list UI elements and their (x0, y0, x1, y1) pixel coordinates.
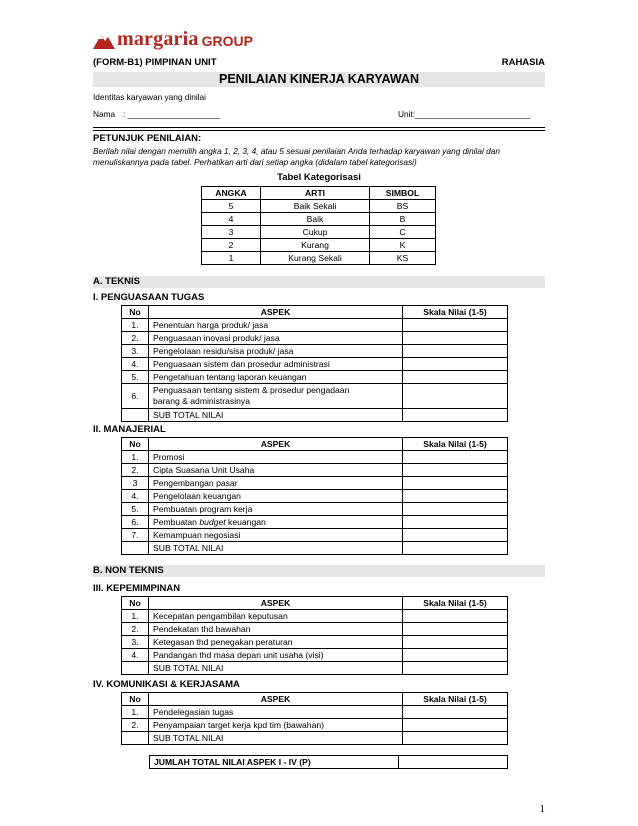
kat-cell: Baik (261, 213, 370, 226)
subtotal-input[interactable] (403, 409, 508, 422)
row-aspek-pre: Pembuatan (153, 517, 200, 527)
score-input[interactable] (403, 503, 508, 516)
table-row (122, 636, 508, 649)
table-row (202, 200, 436, 213)
row-aspek (149, 384, 403, 409)
score-input[interactable] (403, 706, 508, 719)
jumlah-input[interactable] (399, 756, 508, 769)
score-input[interactable] (403, 623, 508, 636)
score-input[interactable] (403, 464, 508, 477)
row-no: 2. (122, 719, 149, 732)
mountain-logo-icon (93, 31, 115, 49)
table-row (122, 451, 508, 464)
subtotal-label: SUB TOTAL NILAI (149, 409, 403, 422)
row-aspek-line2: barang & administrasinya (153, 396, 250, 406)
form-header (93, 57, 545, 68)
row-no: 2. (122, 464, 149, 477)
subtotal-input[interactable] (403, 732, 508, 745)
row-aspek: Penguasaan inovasi produk/ jasa (149, 332, 403, 345)
table-row (122, 490, 508, 503)
nama-field[interactable] (93, 109, 220, 119)
jumlah-label: JUMLAH TOTAL NILAI ASPEK I - IV (P) (150, 756, 399, 769)
kat-header-arti: ARTI (261, 187, 370, 200)
row-aspek: Promosi (149, 451, 403, 464)
row-aspek: Ketegasan thd penegakan peraturan (149, 636, 403, 649)
table-row (122, 649, 508, 662)
nama-value: : ____________________ (123, 109, 220, 119)
col-no: No (122, 438, 149, 451)
table-row (122, 358, 508, 371)
subtotal-row (122, 409, 508, 422)
col-no: No (122, 597, 149, 610)
row-no: 1. (122, 319, 149, 332)
group4-table (121, 692, 508, 745)
row-aspek-line1: Penguasaan tentang sistem & prosedur pengadaan (153, 385, 350, 395)
group2-title: II. MANAJERIAL (93, 424, 166, 435)
row-no: 6. (122, 384, 149, 409)
table-row (122, 332, 508, 345)
subtotal-row (122, 542, 508, 555)
row-aspek: Penyampaian target kerja kpd tim (bawahan) (149, 719, 403, 732)
table-row (202, 213, 436, 226)
empty-cell (122, 409, 149, 422)
row-no: 1. (122, 706, 149, 719)
kat-cell: C (370, 226, 436, 239)
kategorisasi-table (201, 186, 436, 265)
company-logo (93, 28, 253, 51)
kat-cell: B (370, 213, 436, 226)
group3-title: III. KEPEMIMPINAN (93, 583, 181, 594)
row-no: 4. (122, 490, 149, 503)
kat-cell: Kurang Sekali (261, 252, 370, 265)
row-no: 4. (122, 649, 149, 662)
table-row (202, 226, 436, 239)
col-skala: Skala Nilai (1-5) (403, 597, 508, 610)
col-skala: Skala Nilai (1-5) (403, 693, 508, 706)
row-aspek: Pandangan thd masa depan unit usaha (visi) (149, 649, 403, 662)
group1-title: I. PENGUASAAN TUGAS (93, 292, 205, 303)
row-aspek: Penentuan harga produk/ jasa (149, 319, 403, 332)
row-no: 1. (122, 451, 149, 464)
subtotal-label: SUB TOTAL NILAI (149, 542, 403, 555)
row-aspek: Kemampuan negosiasi (149, 529, 403, 542)
row-aspek (149, 516, 403, 529)
row-no: 3. (122, 345, 149, 358)
group4-title: IV. KOMUNIKASI & KERJASAMA (93, 679, 240, 690)
score-input[interactable] (403, 345, 508, 358)
score-input[interactable] (403, 451, 508, 464)
kat-header-simbol: SIMBOL (370, 187, 436, 200)
table-row (122, 503, 508, 516)
row-no: 3. (122, 636, 149, 649)
subtotal-label: SUB TOTAL NILAI (149, 732, 403, 745)
kat-cell: K (370, 239, 436, 252)
col-skala: Skala Nilai (1-5) (403, 438, 508, 451)
page-number: 1 (539, 803, 545, 815)
score-input[interactable] (403, 529, 508, 542)
col-aspek: ASPEK (149, 693, 403, 706)
jumlah-table (149, 755, 508, 769)
table-row (122, 384, 508, 409)
row-aspek: Cipta Suasana Unit Usaha (149, 464, 403, 477)
row-aspek: Pendelegasian tugas (149, 706, 403, 719)
form-code: (FORM-B1) PIMPINAN UNIT (93, 57, 217, 68)
kat-cell: BS (370, 200, 436, 213)
score-input[interactable] (403, 719, 508, 732)
row-no: 2. (122, 623, 149, 636)
score-input[interactable] (403, 516, 508, 529)
col-aspek: ASPEK (149, 597, 403, 610)
table-row (122, 706, 508, 719)
kat-cell: Cukup (261, 226, 370, 239)
table-row (122, 371, 508, 384)
section-a-bar: A. TEKNIS (93, 276, 545, 288)
empty-cell (122, 732, 149, 745)
row-aspek: Pengelolaan keuangan (149, 490, 403, 503)
score-input[interactable] (403, 332, 508, 345)
kat-cell: Baik Sekali (261, 200, 370, 213)
petunjuk-heading: PETUNJUK PENILAIAN: (93, 133, 202, 144)
row-no: 7. (122, 529, 149, 542)
col-aspek: ASPEK (149, 306, 403, 319)
kat-cell: KS (370, 252, 436, 265)
kat-cell: Kurang (261, 239, 370, 252)
row-aspek: Pengetahuan tentang laporan keuangan (149, 371, 403, 384)
row-no: 5. (122, 371, 149, 384)
score-input[interactable] (403, 490, 508, 503)
kat-cell: 4 (202, 213, 261, 226)
table-row (202, 239, 436, 252)
score-input[interactable] (403, 358, 508, 371)
kat-cell: 1 (202, 252, 261, 265)
table-row (122, 610, 508, 623)
row-aspek-italic: budget (199, 517, 226, 527)
table-row (122, 477, 508, 490)
subtotal-row (122, 662, 508, 675)
score-input[interactable] (403, 319, 508, 332)
score-input[interactable] (403, 649, 508, 662)
classification-label: RAHASIA (501, 57, 545, 68)
score-input[interactable] (403, 384, 508, 409)
kat-cell: 2 (202, 239, 261, 252)
group3-table (121, 596, 508, 675)
kat-cell: 5 (202, 200, 261, 213)
row-aspek: Pengelolaan residu/sisa produk/ jasa (149, 345, 403, 358)
group1-table (121, 305, 508, 422)
jumlah-row (150, 756, 508, 769)
table-row (202, 252, 436, 265)
empty-cell (122, 662, 149, 675)
row-no: 1. (122, 610, 149, 623)
table-row (122, 345, 508, 358)
row-aspek: Kecepatan pengambilan keputusan (149, 610, 403, 623)
table-row (122, 623, 508, 636)
row-aspek: Pendekatan thd bawahan (149, 623, 403, 636)
kat-cell: 3 (202, 226, 261, 239)
section-b-bar: B. NON TEKNIS (93, 565, 545, 577)
empty-cell (122, 542, 149, 555)
table-row (122, 529, 508, 542)
col-aspek: ASPEK (149, 438, 403, 451)
nama-label: Nama (93, 109, 116, 119)
col-skala: Skala Nilai (1-5) (403, 306, 508, 319)
row-no: 2. (122, 332, 149, 345)
group2-table (121, 437, 508, 555)
row-no: 3 (122, 477, 149, 490)
row-aspek: Pengembangan pasar (149, 477, 403, 490)
subtotal-input[interactable] (403, 542, 508, 555)
col-no: No (122, 306, 149, 319)
row-no: 5. (122, 503, 149, 516)
score-input[interactable] (403, 371, 508, 384)
subtotal-input[interactable] (403, 662, 508, 675)
table-row (122, 464, 508, 477)
row-aspek-post: keuangan (225, 517, 266, 527)
row-aspek: Pembuatan program kerja (149, 503, 403, 516)
double-divider (93, 127, 545, 131)
kategorisasi-title: Tabel Kategorisasi (277, 172, 361, 183)
unit-field[interactable]: Unit:_________________________ (398, 109, 531, 119)
table-row (122, 319, 508, 332)
row-aspek: Penguasaan sistem dan prosedur administrasi (149, 358, 403, 371)
table-row (122, 719, 508, 732)
identity-label: Identitas karyawan yang dinilai (93, 92, 206, 102)
kat-header-angka: ANGKA (202, 187, 261, 200)
subtotal-row (122, 732, 508, 745)
row-no: 6. (122, 516, 149, 529)
logo-brand: margaria (117, 28, 199, 50)
page-title: PENILAIAN KINERJA KARYAWAN (93, 72, 545, 87)
score-input[interactable] (403, 636, 508, 649)
col-no: No (122, 693, 149, 706)
logo-group: GROUP (201, 33, 253, 49)
score-input[interactable] (403, 610, 508, 623)
subtotal-label: SUB TOTAL NILAI (149, 662, 403, 675)
row-no: 4. (122, 358, 149, 371)
score-input[interactable] (403, 477, 508, 490)
table-row (122, 516, 508, 529)
petunjuk-text: Berilah nilai dengan memilih angka 1, 2, 3, 4, atau 5 sesuai penilaian Anda terhadap karyawan yang dinilai dan menuliskannya pada tabel. Perhatikan arti dari setiap angka (didalam tabel kategorisasi) (93, 146, 500, 167)
